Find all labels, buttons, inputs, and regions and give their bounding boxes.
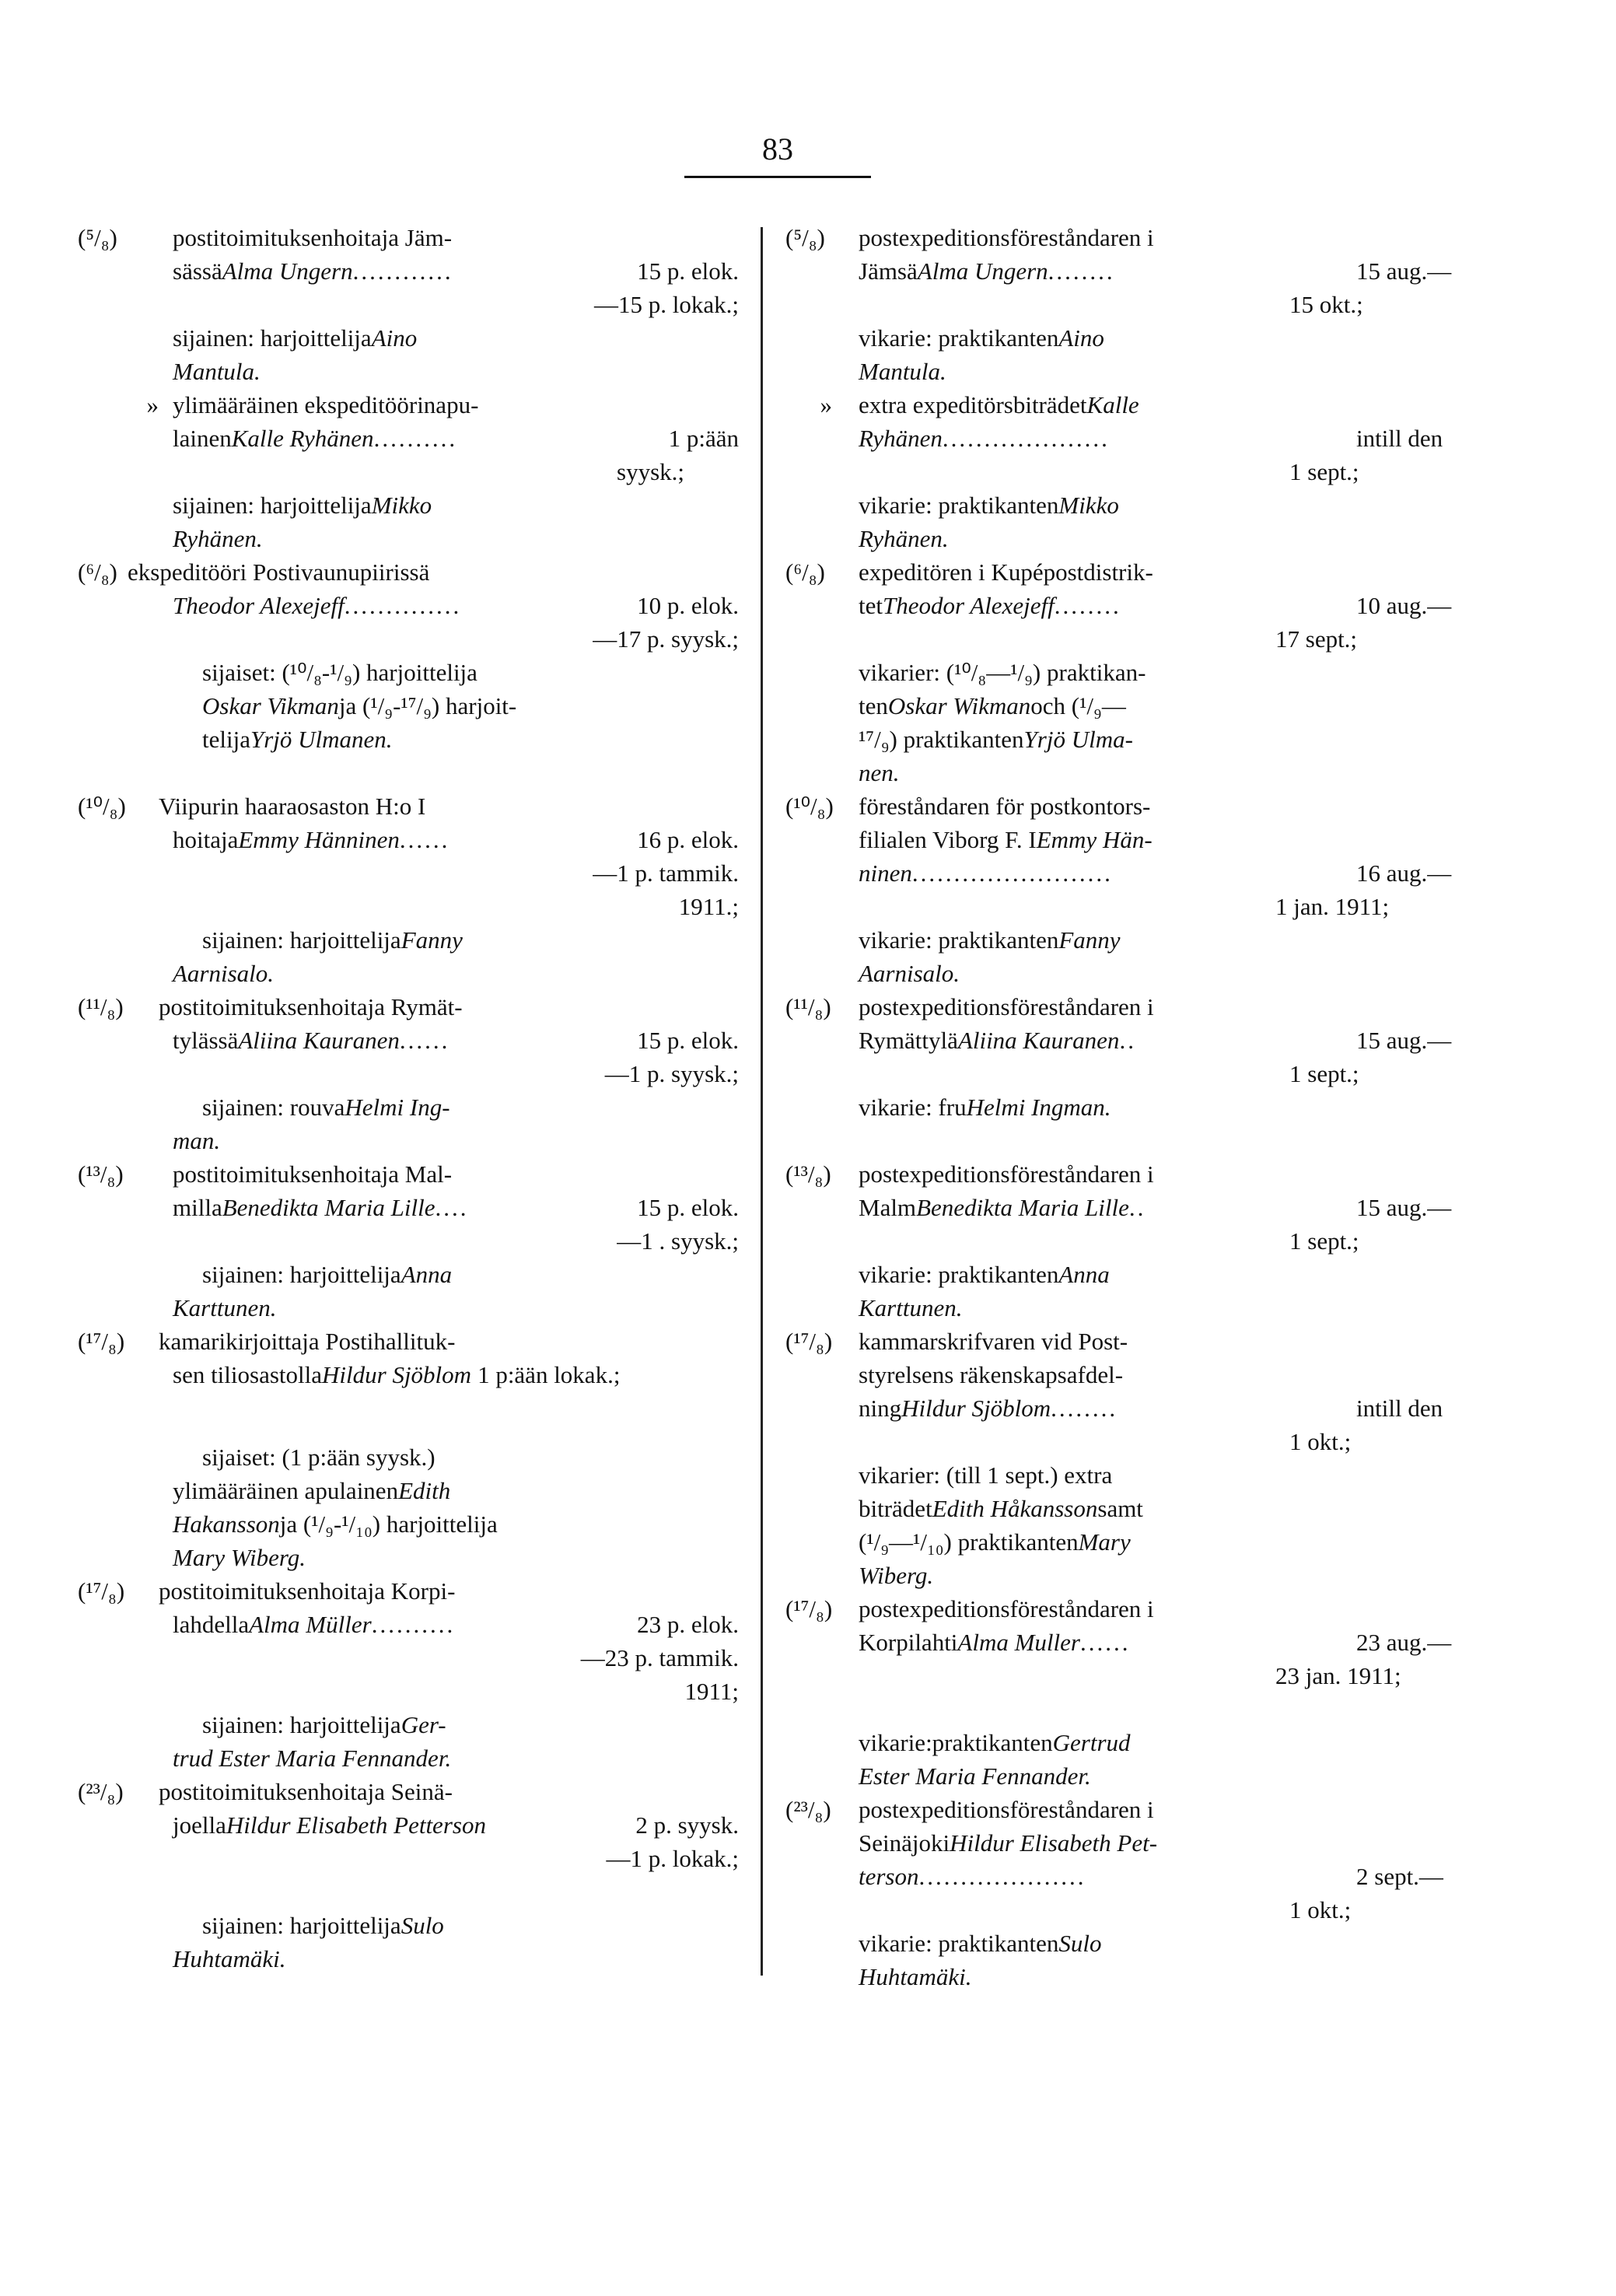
substitute-label: sijainen: harjoittelija [173,324,372,352]
sv-entry-1 [785,221,1594,388]
start-date: 2 p. syysk. [635,1811,739,1839]
entry-location: lahdella [173,1611,250,1638]
person-name: Ryhänen [859,425,943,452]
person-name: Theodor Alexejeff [883,592,1055,619]
substitute-name-cont: nen. [859,759,900,786]
leader-dots: ...... [1079,1629,1131,1656]
substitute-name-cont: man. [173,1127,221,1154]
entry-location: ning [859,1395,902,1422]
end-date: —15 p. lokak.; [594,291,739,318]
sv-entry-7 [785,1325,1594,1592]
entry-title: postexpeditionsföreståndaren i [859,1595,1154,1622]
substitute-name: Fanny [1058,926,1121,954]
substitute-text: ylimääräinen apulainen [173,1477,399,1504]
entry-title: postitoimituksenhoitaja Korpi- [159,1577,456,1605]
end-year: 1911.; [678,893,739,920]
entry-title: ylimääräinen ekspeditöörinapu- [173,391,479,418]
substitute-label: sijaiset: (1 p:ään syysk.) [202,1444,435,1471]
start-date: 10 p. elok. [637,592,739,619]
fi-entry-3 [78,555,739,756]
substitute-label: vikarie: fru [859,1094,967,1121]
leader-dots: .................... [918,1863,1086,1890]
person-name: Emmy Hänninen [238,826,400,853]
sv-entry-8 [785,1592,1594,1793]
person-name-cont: ninen [859,859,912,887]
substitute-text: (¹/₉—¹/₁₀) praktikanten [859,1528,1079,1556]
sv-entry-5 [785,990,1594,1157]
entry-date-marker: (¹⁰/₈) [78,793,126,820]
spacer [78,756,739,789]
start-date: 15 aug.— [1356,257,1452,285]
leader-dots: .. [1128,1194,1146,1221]
substitute-name: Edith Håkansson [932,1495,1098,1522]
substitute-name: Helmi Ing- [345,1094,450,1121]
end-date: —1 p. lokak.; [606,1845,739,1872]
substitute-name: Mary [1078,1528,1131,1556]
substitute-name: Sulo [1058,1930,1102,1957]
person-name: Hildur Elisabeth Pet- [950,1829,1158,1857]
substitute-name-cont: Aarnisalo. [859,960,960,987]
substitute-name-cont: Ester Maria Fennander. [859,1762,1091,1790]
substitute-text: ¹⁷/₉) praktikanten [859,726,1024,753]
entry-date-marker: (¹¹/₈) [78,993,124,1020]
person-name: Kalle [1086,391,1139,418]
entry-title: extra expeditörsbiträdet [859,391,1087,418]
start-date: 23 p. elok. [637,1611,739,1638]
entry-date-marker: (¹⁰/₈) [785,793,834,820]
substitute-name: Fanny [401,926,463,954]
entry-location: hoitaja [173,826,239,853]
substitute-label: sijainen: rouva [202,1094,345,1121]
substitute-name: Aino [1058,324,1104,352]
person-name: Alma Muller [957,1629,1080,1656]
substitute-text: biträdet [859,1495,932,1522]
start-date: intill den [1356,1395,1443,1422]
leader-dots [486,1808,561,1842]
substitute-name: Yrjö Ulma- [1023,726,1133,753]
substitute-name: Edith [398,1477,451,1504]
end-date: 1 okt.; [1289,1428,1352,1455]
entry-date-marker: (⁶/₈) [785,558,825,586]
leader-dots: .......... [371,1611,456,1638]
person-name: Hildur Sjöblom [322,1361,472,1388]
substitute-name-cont: Karttunen. [173,1294,277,1321]
entry-location: lainen [173,425,232,452]
person-name: Hildur Elisabeth Petterson [226,1811,486,1839]
substitute-label: sijainen: harjoittelija [202,1711,401,1738]
substitute-name: Sulo [401,1912,444,1939]
substitute-name: Oskar Wikman [887,692,1031,719]
spacer [78,1875,739,1909]
leader-dots: ........................ [911,859,1113,887]
substitute-name-cont: Huhtamäki. [859,1963,972,1990]
entry-location: filialen Viborg F. I [859,826,1037,853]
person-name: Aliina Kauranen [238,1027,400,1054]
fi-entry-9 [78,1775,739,1976]
entry-location: Rymättylä [859,1027,958,1054]
end-date: —1 p. syysk.; [604,1060,739,1087]
substitute-text: telija [202,726,250,753]
entry-date-marker: (⁵/₈) [78,224,117,251]
spacer [785,1692,1594,1726]
entry-location: joella [173,1811,226,1839]
start-date: 23 aug.— [1356,1629,1452,1656]
start-date: intill den [1356,425,1443,452]
substitute-name-cont: Huhtamäki. [173,1945,286,1972]
swedish-column [785,221,1594,1993]
column-divider [761,227,763,1976]
finnish-column [78,221,739,1976]
entry-title: postexpeditionsföreståndaren i [859,993,1154,1020]
sv-entry-4 [785,789,1594,990]
end-date: —17 p. syysk.; [593,625,739,653]
substitute-name: Helmi Ingman. [966,1094,1111,1121]
leader-dots: .... [435,1194,469,1221]
substitute-name-cont: Mantula. [173,358,261,385]
substitute-label: vikarie: praktikanten [859,492,1059,519]
substitute-name-cont: Karttunen. [859,1294,963,1321]
entry-date-marker: » [146,391,159,418]
entry-location: milla [173,1194,222,1221]
person-name: Kalle Ryhänen [231,425,374,452]
entry-title: postexpeditionsföreståndaren i [859,1796,1154,1823]
end-date: —1 p. tammik. [593,859,739,887]
entry-title: postitoimituksenhoitaja Mal- [173,1160,453,1188]
end-date: syysk.; [617,458,684,485]
fi-entry-8 [78,1574,739,1775]
person-name: Theodor Alexejeff [173,592,345,619]
substitute-text: och (¹/₉— [1030,692,1126,719]
spacer [78,1391,739,1425]
substitute-name-cont: trud Ester Maria Fennander. [173,1745,452,1772]
end-date: 17 sept.; [1275,625,1358,653]
leader-dots: .. [1119,1027,1136,1054]
substitute-text: ja (¹/₉-¹/₁₀) harjoittelija [279,1510,498,1538]
substitute-label: sijainen: harjoittelija [173,492,372,519]
substitute-text: ten [859,692,888,719]
person-name: Aliina Kauranen [957,1027,1120,1054]
person-name: Benedikta Maria Lille [222,1194,435,1221]
page-number-rule [684,176,871,178]
entry-title: ekspeditööri Postivaunupiirissä [128,558,430,586]
leader-dots: ........ [1051,1395,1118,1422]
end-date: 1 okt.; [1289,1896,1352,1923]
substitute-name: Ger- [401,1711,446,1738]
substitute-name-cont: Aarnisalo. [173,960,275,987]
start-date: 16 p. elok. [637,826,739,853]
person-name: Alma Ungern [222,257,353,285]
entry-location: Korpilahti [859,1629,958,1656]
entry-location: Jämsä [859,257,918,285]
entry-location: tylässä [173,1027,239,1054]
substitute-label: vikarier: (¹⁰/₈—¹/₉) praktikan- [859,659,1146,686]
end-date: —1 . syysk.; [617,1227,739,1255]
person-name: Alma Müller [249,1611,372,1638]
start-date: 10 aug.— [1356,592,1452,619]
leader-dots: ........ [1048,257,1115,285]
substitute-label: sijaiset: (¹⁰/₈-¹/₉) harjoittelija [202,659,477,686]
fi-entry-7 [78,1325,739,1574]
substitute-text: samt [1097,1495,1143,1522]
person-name: Benedikta Maria Lille [916,1194,1129,1221]
entry-date-marker: (⁶/₈) [78,558,117,586]
substitute-name: Gertrud [1052,1729,1131,1756]
leader-dots: .............. [344,592,462,619]
person-name: Alma Ungern [917,257,1048,285]
entry-date-marker: (¹⁷/₈) [785,1595,833,1622]
start-date: 15 aug.— [1356,1027,1452,1054]
entry-location: Seinäjoki [859,1829,950,1857]
substitute-label: sijainen: harjoittelija [202,926,401,954]
substitute-name: Anna [401,1261,453,1288]
entry-date-marker: » [820,391,832,418]
entry-title: expeditören i Kupépostdistrik- [859,558,1153,586]
substitute-name: Mikko [371,492,432,519]
substitute-name: Mary Wiberg. [173,1544,306,1571]
substitute-name: Yrjö Ulmanen. [250,726,393,753]
substitute-name: Anna [1058,1261,1110,1288]
substitute-name: Hakansson [173,1510,280,1538]
entry-title: postexpeditionsföreståndaren i [859,224,1154,251]
page-number: 83 [762,131,793,166]
start-date: 1 p:ään [668,425,739,452]
entry-title: postitoimituksenhoitaja Jäm- [173,224,453,251]
substitute-name: Mikko [1058,492,1119,519]
end-date: 1 sept.; [1289,1060,1359,1087]
start-date: 2 sept.— [1356,1863,1443,1890]
leader-dots: .................... [942,425,1110,452]
substitute-label: vikarie: praktikanten [859,1930,1059,1957]
start-date: 15 p. elok. [637,257,739,285]
entry-title: föreståndaren för postkontors- [859,793,1151,820]
entry-title: postitoimituksenhoitaja Rymät- [159,993,463,1020]
spacer [78,1425,739,1440]
entry-date-marker: (¹⁷/₈) [78,1328,125,1355]
sv-entry-9 [785,1793,1594,1993]
person-name: Emmy Hän- [1036,826,1153,853]
sv-entry-3 [785,555,1594,789]
substitute-label: vikarie: praktikanten [859,926,1059,954]
sv-entry-2 [785,388,1594,555]
end-date: 1 sept.; [1289,1227,1359,1255]
start-date: 15 p. elok. [637,1194,739,1221]
end-date: 15 okt.; [1289,291,1363,318]
substitute-name: Aino [371,324,418,352]
start-date: 16 aug.— [1356,859,1452,887]
sv-entry-6 [785,1157,1594,1325]
entry-date-marker: (¹¹/₈) [785,993,831,1020]
entry-title: kammarskrifvaren vid Post- [859,1328,1128,1355]
substitute-label: sijainen: harjoittelija [202,1261,401,1288]
end-date: 1 p:ään lokak.; [477,1361,621,1388]
entry-location: sen tiliosastolla [173,1361,323,1388]
substitute-name-cont: Ryhänen. [173,525,263,552]
substitute-label: vikarie: praktikanten [859,324,1059,352]
leader-dots: ...... [399,826,450,853]
leader-dots: ........ [1054,592,1121,619]
end-date: —23 p. tammik. [580,1644,739,1671]
entry-title: postitoimituksenhoitaja Seinä- [159,1778,453,1805]
fi-entry-1 [78,221,739,388]
substitute-label: vikarie:praktikanten [859,1729,1053,1756]
substitute-name-cont: Ryhänen. [859,525,949,552]
fi-entry-6 [78,1157,739,1325]
leader-dots: ............ [352,257,453,285]
person-name: Hildur Sjöblom [901,1395,1051,1422]
entry-title: postexpeditionsföreståndaren i [859,1160,1154,1188]
entry-date-marker: (⁵/₈) [785,224,825,251]
entry-date-marker: (¹⁷/₈) [785,1328,833,1355]
entry-title-cont: styrelsens räkenskapsafdel- [859,1361,1124,1388]
entry-title: Viipurin haaraosaston H:o I [159,793,426,820]
substitute-label: vikarier: (till 1 sept.) extra [859,1461,1113,1489]
leader-dots: ...... [399,1027,450,1054]
end-date: 23 jan. 1911; [1275,1662,1401,1689]
entry-location: tet [859,592,883,619]
entry-date-marker: (¹⁷/₈) [78,1577,125,1605]
substitute-label: sijainen: harjoittelija [202,1912,401,1939]
substitute-name-cont: Wiberg. [859,1562,934,1589]
fi-entry-5 [78,990,739,1157]
entry-title: kamarikirjoittaja Postihallituk- [159,1328,456,1355]
end-date: 1 jan. 1911; [1275,893,1390,920]
spacer [785,1124,1594,1157]
fi-entry-2 [78,388,739,555]
substitute-name: Oskar Vikman [202,692,339,719]
entry-location: sässä [173,257,222,285]
substitute-name-cont: Mantula. [859,358,946,385]
entry-date-marker: (²³/₈) [785,1796,831,1823]
end-date: 1 sept.; [1289,458,1359,485]
substitute-label: vikarie: praktikanten [859,1261,1059,1288]
start-date: 15 p. elok. [637,1027,739,1054]
person-name-cont: terson [859,1863,919,1890]
entry-date-marker: (¹³/₈) [785,1160,831,1188]
leader-dots: .......... [373,425,458,452]
entry-location: Malm [859,1194,917,1221]
entry-date-marker: (¹³/₈) [78,1160,124,1188]
start-date: 15 aug.— [1356,1194,1452,1221]
end-year: 1911; [684,1678,739,1705]
entry-date-marker: (²³/₈) [78,1778,124,1805]
fi-entry-4 [78,789,739,990]
substitute-text: ja (¹/₉-¹⁷/₉) harjoit- [338,692,517,719]
